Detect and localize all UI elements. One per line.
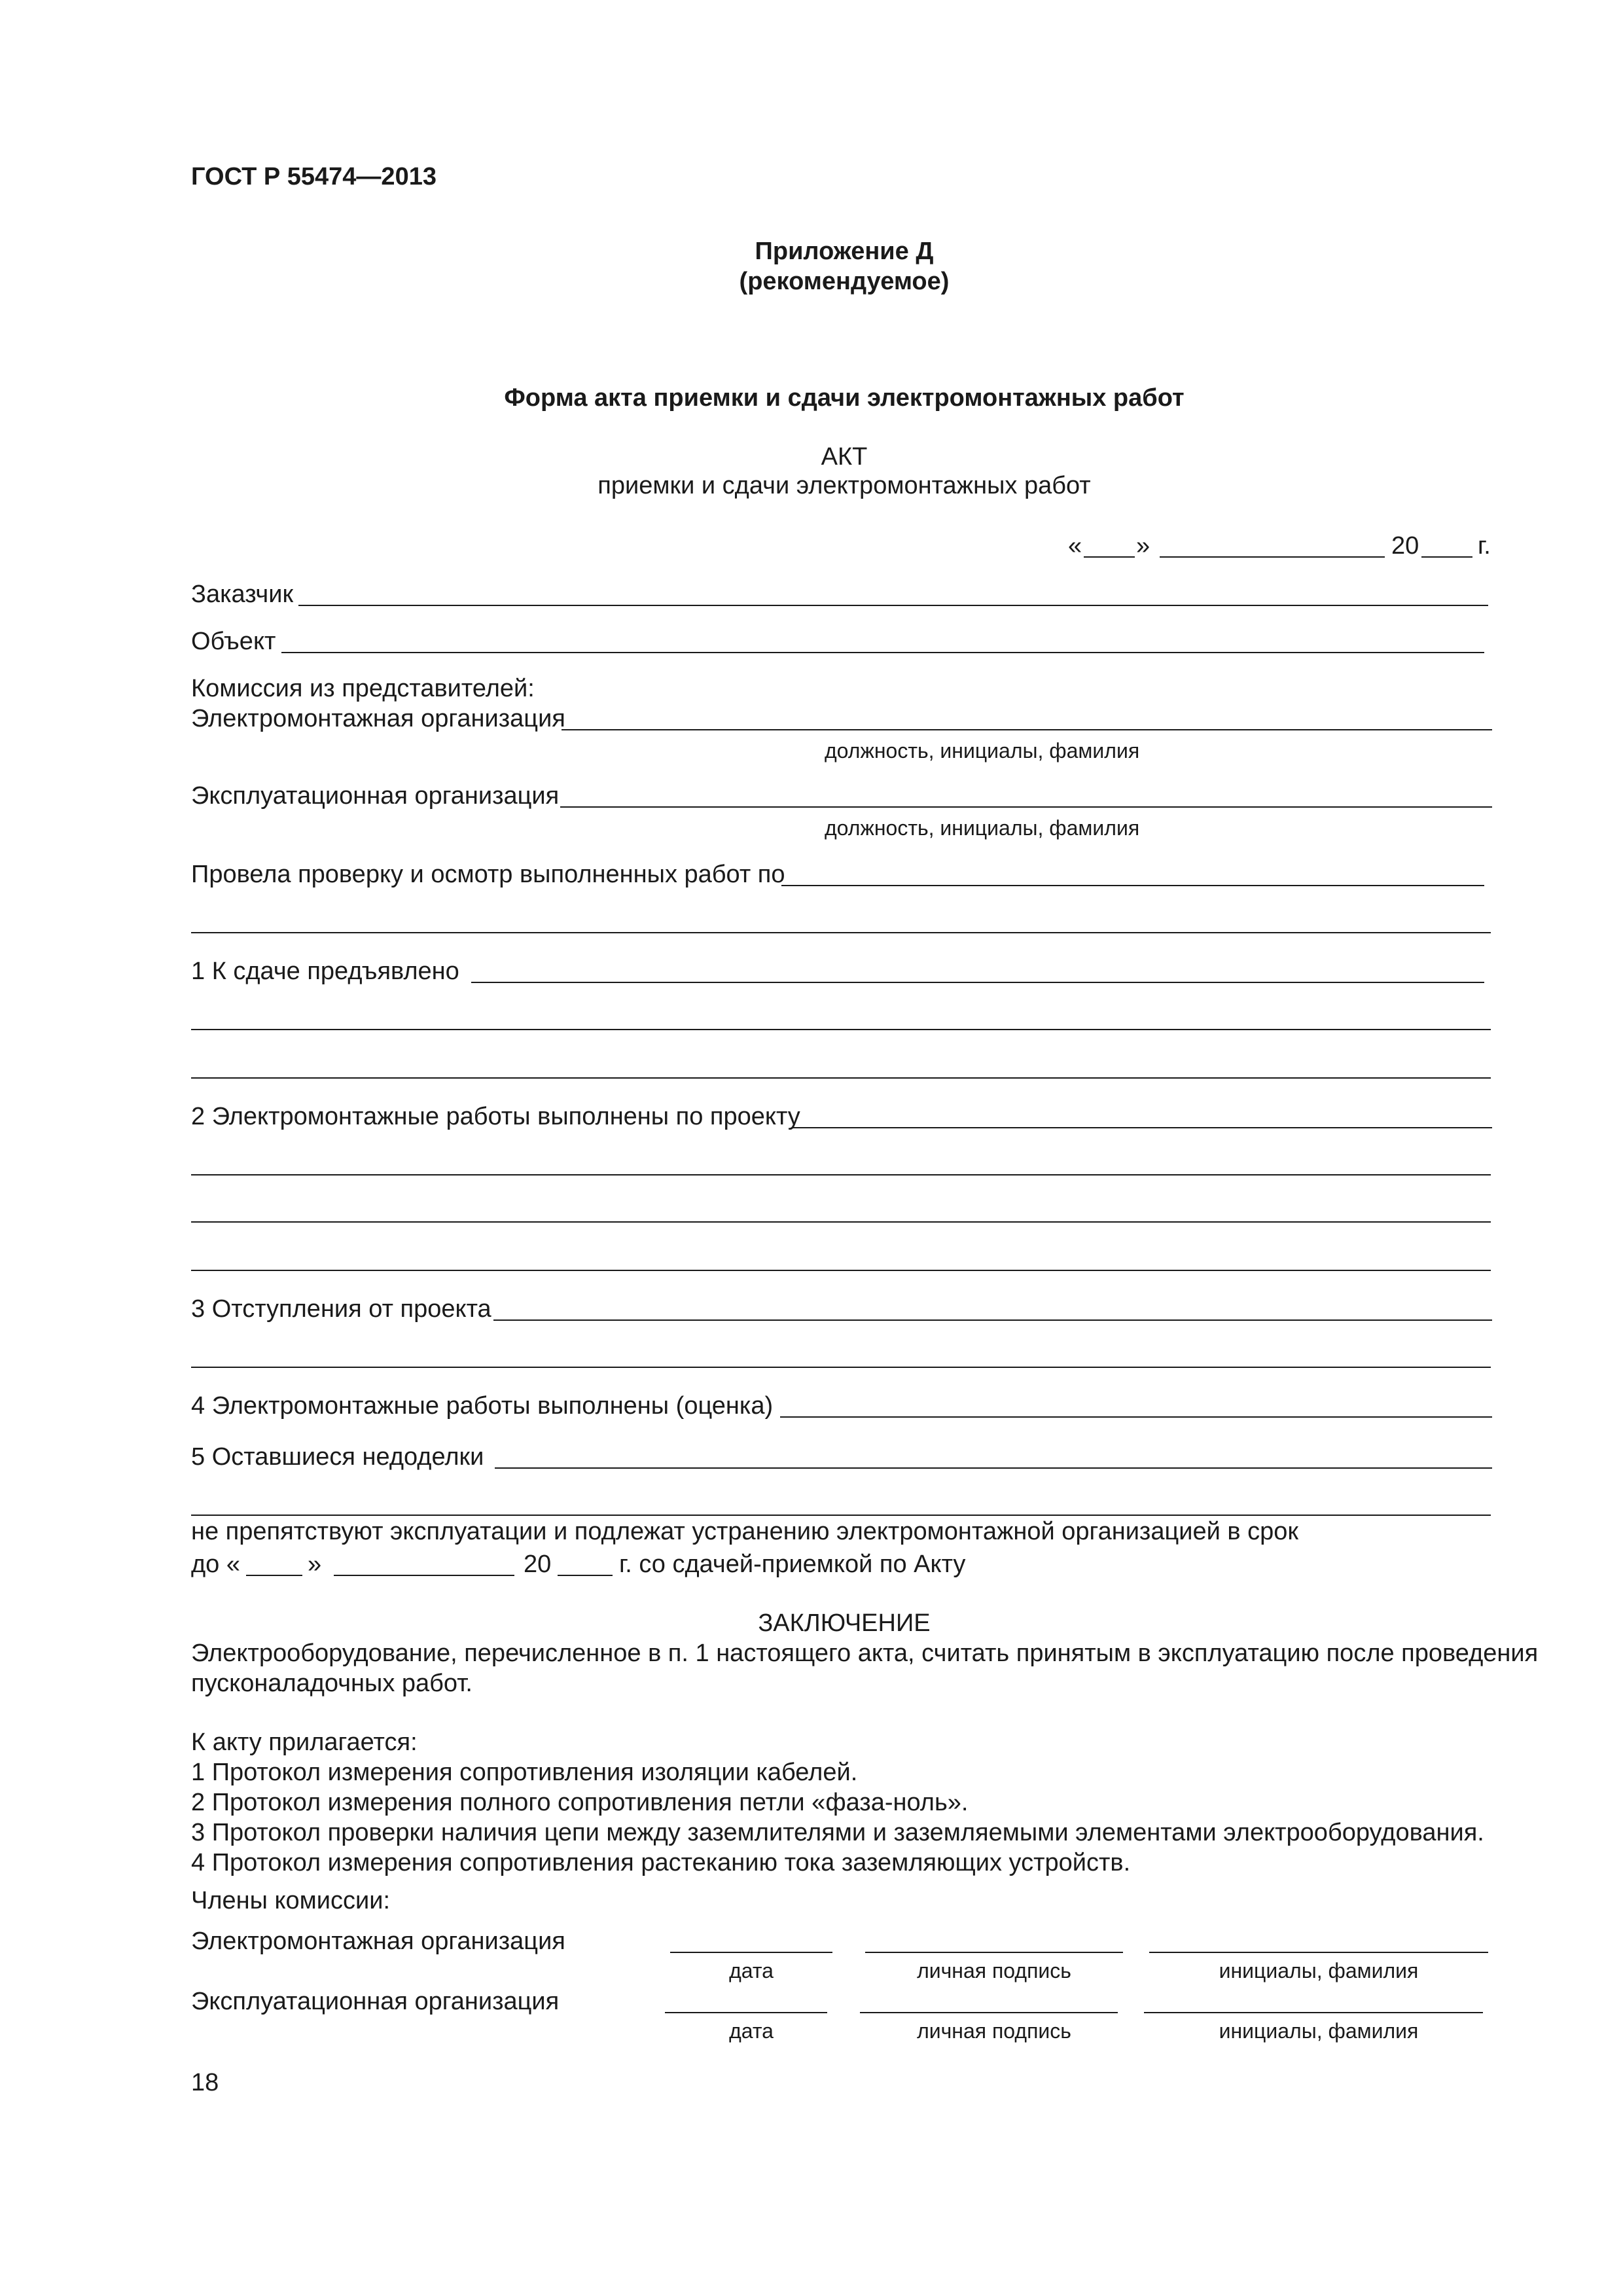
attachment-item: 1 Протокол измерения сопротивления изоляции кабелей.: [191, 1759, 858, 1786]
electro-date-field[interactable]: [670, 1952, 832, 1953]
item-1-field-line2[interactable]: [191, 1029, 1491, 1030]
item-1-field[interactable]: [471, 982, 1484, 983]
customer-field[interactable]: [298, 605, 1488, 606]
year-prefix: 20: [1391, 532, 1419, 560]
date-label: дата: [729, 2019, 774, 2043]
attachments-title: К акту прилагается:: [191, 1729, 418, 1756]
page-number: 18: [191, 2069, 219, 2096]
item-1-label: 1 К сдаче предъявлено: [191, 958, 459, 985]
item-3-field-line2[interactable]: [191, 1367, 1491, 1368]
deadline-prefix: до «: [191, 1551, 240, 1578]
item-3-field[interactable]: [493, 1319, 1492, 1321]
position-hint: должность, инициалы, фамилия: [825, 739, 1140, 762]
deadline-year-blank[interactable]: [558, 1575, 613, 1576]
conclusion-line-1: Электрооборудование, перечисленное в п. 1 настоящего акта, считать принятым в эксплуатацию после проведения: [191, 1640, 1539, 1667]
appendix-title: Приложение Д: [755, 238, 934, 265]
signature-label: личная подпись: [917, 1959, 1071, 1982]
conclusion-title: ЗАКЛЮЧЕНИЕ: [758, 1609, 931, 1637]
form-title: Форма акта приемки и сдачи электромонтажных работ: [504, 384, 1185, 412]
deadline-day-blank[interactable]: [246, 1575, 302, 1576]
day-blank[interactable]: [1084, 556, 1135, 558]
attachment-item: 4 Протокол измерения сопротивления растеканию тока заземляющих устройств.: [191, 1849, 1131, 1876]
name-label: инициалы, фамилия: [1219, 2019, 1419, 2043]
inspection-field-line2[interactable]: [191, 932, 1491, 933]
signature-electro-org-label: Электромонтажная организация: [191, 1928, 565, 1955]
members-title: Члены комиссии:: [191, 1887, 391, 1914]
attachment-item: 3 Протокол проверки наличия цепи между заземлителями и заземляемыми элементами электрооборудования.: [191, 1819, 1484, 1846]
inspection-label: Провела проверку и осмотр выполненных работ по: [191, 861, 785, 888]
date-open-quote: «: [1068, 532, 1082, 560]
item-5-field[interactable]: [495, 1467, 1492, 1469]
operating-org-field[interactable]: [560, 806, 1492, 808]
electro-name-field[interactable]: [1149, 1952, 1488, 1953]
deadline-close-quote: »: [308, 1551, 322, 1578]
item-2-field-line2[interactable]: [191, 1174, 1491, 1175]
commission-label: Комиссия из представителей:: [191, 675, 535, 702]
year-suffix: г.: [1478, 532, 1491, 560]
position-hint: должность, инициалы, фамилия: [825, 816, 1140, 840]
act-title: АКТ: [821, 443, 868, 471]
operating-signature-field[interactable]: [860, 2012, 1118, 2013]
inspection-field[interactable]: [781, 885, 1484, 886]
deadline-suffix: г. со сдачей-приемкой по Акту: [619, 1551, 966, 1578]
item-2-field[interactable]: [792, 1127, 1492, 1128]
item-4-field[interactable]: [780, 1416, 1492, 1418]
item-5-field-line2[interactable]: [191, 1515, 1491, 1516]
item-5-label: 5 Оставшиеся недоделки: [191, 1443, 484, 1471]
item-1-field-line3[interactable]: [191, 1077, 1491, 1079]
attachment-item: 2 Протокол измерения полного сопротивления петли «фаза-ноль».: [191, 1789, 969, 1816]
standard-number: ГОСТ Р 55474—2013: [191, 163, 437, 190]
conclusion-line-2: пусконаладочных работ.: [191, 1670, 473, 1697]
signature-label: личная подпись: [917, 2019, 1071, 2043]
item-3-label: 3 Отступления от проекта: [191, 1295, 491, 1323]
name-label: инициалы, фамилия: [1219, 1959, 1419, 1982]
customer-label: Заказчик: [191, 581, 294, 608]
item-4-label: 4 Электромонтажные работы выполнены (оценка): [191, 1392, 774, 1420]
date-label: дата: [729, 1959, 774, 1982]
appendix-subtitle: (рекомендуемое): [739, 268, 950, 295]
signature-operating-org-label: Эксплуатационная организация: [191, 1988, 560, 2015]
object-field[interactable]: [281, 652, 1484, 653]
year-blank[interactable]: [1421, 556, 1472, 558]
operating-name-field[interactable]: [1144, 2012, 1483, 2013]
item-2-label: 2 Электромонтажные работы выполнены по проекту: [191, 1103, 800, 1130]
deadline-text: не препятствуют эксплуатации и подлежат устранению электромонтажной организацией в срок: [191, 1518, 1299, 1545]
object-label: Объект: [191, 628, 276, 655]
item-2-field-line3[interactable]: [191, 1221, 1491, 1223]
deadline-month-blank[interactable]: [334, 1575, 514, 1576]
operating-org-label: Эксплуатационная организация: [191, 782, 560, 810]
operating-date-field[interactable]: [665, 2012, 827, 2013]
month-blank[interactable]: [1160, 556, 1385, 558]
item-2-field-line4[interactable]: [191, 1270, 1491, 1271]
deadline-year-prefix: 20: [524, 1551, 552, 1578]
electro-org-label: Электромонтажная организация: [191, 705, 565, 732]
date-close-quote: »: [1136, 532, 1150, 560]
electro-signature-field[interactable]: [865, 1952, 1123, 1953]
electro-org-field[interactable]: [562, 729, 1492, 730]
act-subtitle: приемки и сдачи электромонтажных работ: [597, 472, 1091, 499]
